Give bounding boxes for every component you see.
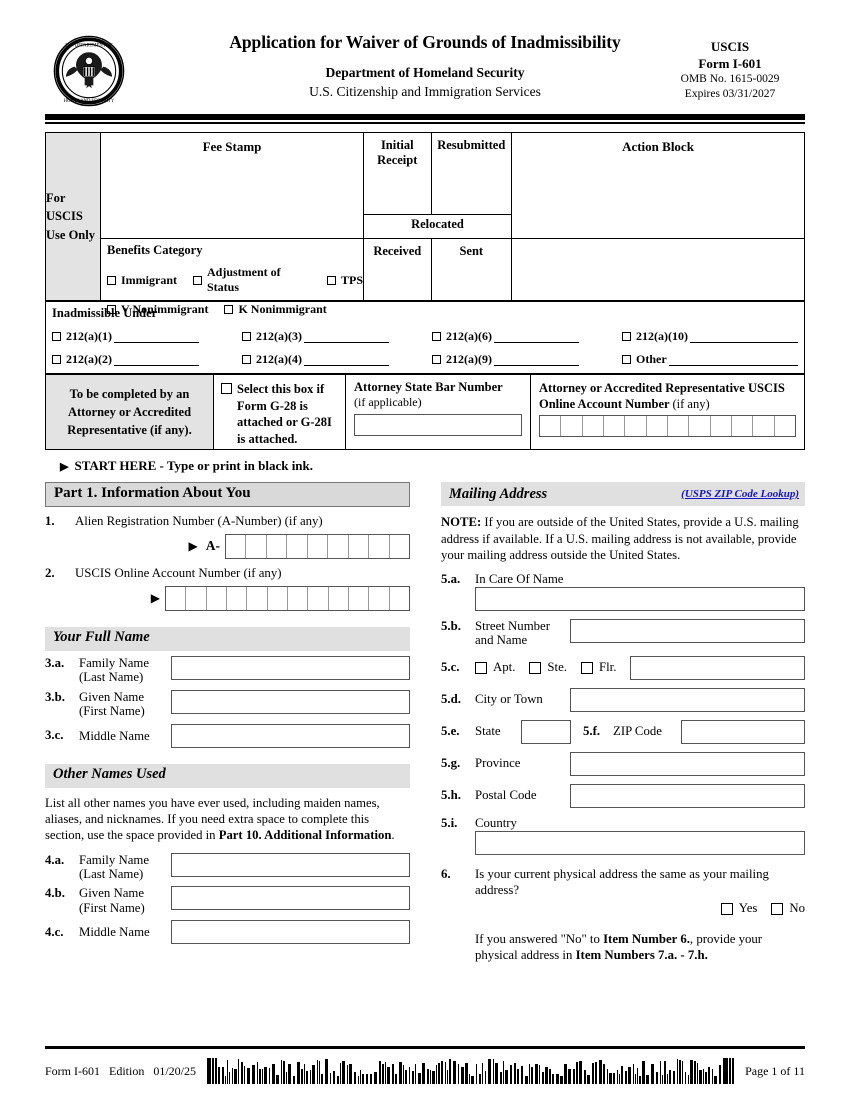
item-5b-number: 5.b. [441,618,461,633]
input-212a3[interactable] [304,331,389,343]
footer-rule [45,1046,805,1049]
svg-text:U.S. DEPARTMENT OF: U.S. DEPARTMENT OF [65,43,113,49]
item-3c-row [45,724,410,748]
resubmitted-cell[interactable]: Resubmitted [437,138,506,152]
item-5i-label: Country [475,815,517,830]
item-3a-number: 3.a. [45,655,65,670]
item-6-question-block [475,867,805,964]
mailing-address-note: NOTE: If you are outside of the United States, provide a U.S. mailing address if available. If a U.S. mailing address is not available, provide your mailing address outside the United States. [441,515,799,562]
item-5e-state-input[interactable] [521,720,571,744]
benefits-category-cell: Benefits Category Immigrant Adjustment of Status TPS V Nonimmigrant K Nonimmigrant [101,239,364,300]
footer-edition-info: Form I-601 Edition 01/20/25 [45,1063,197,1078]
attorney-online-account-input[interactable] [539,415,796,437]
form-number: Form I-601 [698,56,762,72]
item-5b-street-input[interactable] [570,619,805,643]
input-212a9[interactable] [494,354,579,366]
item-3c-number: 3.c. [45,728,64,743]
checkbox-apt[interactable] [475,662,487,674]
item-5e-label: State [475,724,501,739]
item-2-label: USCIS Online Account Number (if any) [75,565,282,580]
item-6-no-option[interactable]: No [771,901,805,917]
item-5a-in-care-of-input[interactable] [475,587,805,611]
item-5h-label: Postal Code [475,788,537,803]
input-212a1[interactable] [114,331,199,343]
item-2-row [45,566,410,582]
start-here-instruction: ▶ START HERE - Type or print in black ink. [60,458,314,473]
fee-stamp-cell[interactable]: Fee Stamp [101,133,364,238]
item-4a-label: Family Name (Last Name) [79,852,150,881]
your-full-name-heading: Your Full Name [45,627,410,651]
checkbox-other[interactable] [622,355,631,364]
item-3b-given-name-input[interactable] [171,690,410,714]
item-5e-5f-row [441,720,805,744]
item-3b-number: 3.b. [45,689,65,704]
item-5d-row [441,688,805,712]
triangle-right-icon: ▶ [60,461,69,473]
checkbox-no[interactable] [771,903,783,915]
a-number-input[interactable] [225,534,410,559]
uscis-label: USCIS [710,39,750,54]
item-6-followup-note: If you answered "No" to Item Number 6., provide your physical address in Item Numbers 7.a. - 7.h. [475,931,763,963]
item-5c-ste-option[interactable]: Ste. [529,660,567,675]
item-5h-postal-code-input[interactable] [570,784,805,808]
form-barcode [207,1058,735,1084]
input-212a2[interactable] [114,354,199,366]
omb-number: OMB No. 1615-0029 [680,73,780,86]
item-5h-row [441,784,805,808]
item-5i-country-input[interactable] [475,831,805,855]
form-header [45,32,805,114]
input-other[interactable] [669,354,798,366]
item-1-number: 1. [45,514,55,528]
input-212a10[interactable] [690,331,798,343]
relocated-cell[interactable]: Relocated [411,217,464,231]
checkbox-immigrant[interactable] [107,276,116,285]
g28-label: Select this box if Form G-28 is attached or G-28I is attached. [237,382,332,446]
item-3c-middle-name-input[interactable] [171,724,410,748]
attorney-online-account-note: (if any) [672,397,710,411]
item-5d-label: City or Town [475,692,543,707]
checkbox-212a2[interactable] [52,355,61,364]
inadmissible-row-1: 212(a)(1) 212(a)(3) 212(a)(6) 212(a)(10) [52,329,798,344]
checkbox-212a9[interactable] [432,355,441,364]
item-4c-middle-name-input[interactable] [171,920,410,944]
a-number-prefix: A- [205,538,220,554]
item-4a-row [45,853,410,882]
checkbox-212a1[interactable] [52,332,61,341]
checkbox-k-nonimmigrant[interactable] [224,305,233,314]
other-names-used-heading: Other Names Used [45,764,410,788]
checkbox-yes[interactable] [721,903,733,915]
action-block-cell-lower[interactable] [512,239,804,300]
item-4b-label: Given Name (First Name) [79,886,145,915]
item-5g-label: Province [475,756,521,771]
item-5d-number: 5.d. [441,692,461,707]
item-3a-row [45,656,410,685]
item-3b-label: Given Name (First Name) [79,689,145,719]
form-identifier-block [655,38,805,103]
item-5c-row [441,656,805,680]
checkbox-g28-attached[interactable] [221,383,232,394]
item-5e-number: 5.e. [441,724,460,739]
checkbox-adjustment-of-status[interactable] [193,276,202,285]
item-1-input-row [45,534,410,559]
item-4c-label: Middle Name [79,925,150,940]
item-5i-number: 5.i. [441,815,458,830]
bureau-name: U.S. Citizenship and Immigration Services [309,84,541,99]
uscis-online-account-input[interactable] [165,586,410,611]
header-rule-thick [45,114,805,120]
attorney-instruction-label: To be completed by an Attorney or Accredited Representative (if any). [46,375,214,449]
for-uscis-use-only-label: For USCIS Use Only [46,133,101,300]
item-5f-label: ZIP Code [613,724,662,739]
page-footer [45,1058,805,1084]
item-5d-city-input[interactable] [570,688,805,712]
received-cell[interactable]: Received [364,239,432,300]
checkbox-flr[interactable] [581,662,593,674]
input-212a4[interactable] [304,354,389,366]
checkbox-212a10[interactable] [622,332,631,341]
attorney-bar-number-note: (if applicable) [354,395,422,409]
checkbox-212a4[interactable] [242,355,251,364]
g28-attached-option[interactable] [214,375,346,449]
checkbox-tps[interactable] [327,276,336,285]
item-4b-row [45,886,410,915]
right-column [441,482,805,964]
item-4b-number: 4.b. [45,886,65,901]
attorney-bar-number-input[interactable] [354,414,522,436]
svg-text:HOMELAND SECURITY: HOMELAND SECURITY [63,98,115,104]
item-2-input-row [45,586,410,611]
attorney-bar-number-field-group [346,375,531,449]
item-6-yes-option[interactable]: Yes [721,901,758,917]
part-1-heading: Part 1. Information About You [45,482,410,507]
attorney-block [45,374,805,450]
item-5i-row [441,816,805,831]
checkbox-ste[interactable] [529,662,541,674]
item-6-number: 6. [441,866,451,881]
agency-name: Department of Homeland Security [325,65,525,80]
initial-receipt-cell[interactable]: Initial Receipt [364,133,432,214]
sent-cell[interactable]: Sent [459,244,484,258]
item-1-row [45,514,410,530]
item-4b-given-name-input[interactable] [171,886,410,910]
action-block-cell[interactable]: Action Block [622,139,694,154]
item-3a-family-name-input[interactable] [171,656,410,680]
item-5h-number: 5.h. [441,788,461,803]
item-5g-row [441,752,805,776]
item-4a-number: 4.a. [45,852,65,867]
item-5g-number: 5.g. [441,756,461,771]
item-5a-row [441,572,805,587]
benefits-row-1: Immigrant Adjustment of Status TPS [107,265,363,295]
triangle-right-icon-online-account: ▶ [150,590,160,605]
item-5a-label: In Care Of Name [475,571,564,586]
attorney-bar-number-label: Attorney State Bar Number [354,380,503,394]
item-4a-family-name-input[interactable] [171,853,410,877]
benefits-row-2: V Nonimmigrant K Nonimmigrant [107,302,363,317]
item-1-label: Alien Registration Number (A-Number) (if any) [75,514,323,528]
item-6-row [441,867,805,964]
item-3c-label: Middle Name [79,728,150,743]
item-4c-number: 4.c. [45,924,64,939]
other-names-instruction: List all other names you have ever used, including maiden names, aliases, and nicknames. If you need extra space to complete this section, use the space provided in Part 10. Additional Information. [45,795,395,843]
footer-page-number: Page 1 of 11 [745,1063,805,1078]
item-5g-province-input[interactable] [570,752,805,776]
item-5c-unit-number-input[interactable] [630,656,805,680]
mailing-address-heading-row [441,482,805,506]
triangle-right-icon-a-number: ▶ [188,538,198,553]
item-5f-zip-input[interactable] [681,720,805,744]
left-column [45,482,410,944]
checkbox-212a3[interactable] [242,332,251,341]
item-5f-number: 5.f. [583,724,601,739]
item-3b-row [45,690,410,719]
page-title: Application for Waiver of Grounds of Inadmissibility [229,32,621,52]
attorney-online-account-label: Attorney or Accredited Representative USCIS Online Account Number (if any) [539,381,785,411]
item-4c-row [45,920,410,944]
item-5b-row [441,619,805,648]
expiration-date: Expires 03/31/2027 [684,88,776,101]
dhs-seal-icon [53,35,125,107]
item-5a-number: 5.a. [441,571,461,586]
header-rule-thin [45,122,805,124]
inadmissible-row-2: 212(a)(2) 212(a)(4) 212(a)(9) Other [52,352,798,367]
item-5b-label: Street Number and Name [475,618,550,648]
item-3a-label: Family Name (Last Name) [79,655,150,685]
input-212a6[interactable] [494,331,579,343]
item-5c-apt-option[interactable]: Apt. [475,660,515,675]
uscis-use-only-block [45,132,805,374]
usps-zip-lookup-link[interactable]: (USPS ZIP Code Lookup) [681,488,799,500]
attorney-online-account-group [531,375,804,449]
item-2-number: 2. [45,565,55,580]
item-6-question: Is your current physical address the same as your mailing address? [475,866,769,897]
mailing-address-heading: Mailing Address [449,485,548,502]
item-5c-number: 5.c. [441,660,460,675]
item-5c-flr-option[interactable]: Flr. [581,660,616,675]
checkbox-212a6[interactable] [432,332,441,341]
inadmissible-under-label: Inadmissible Under [52,306,158,320]
